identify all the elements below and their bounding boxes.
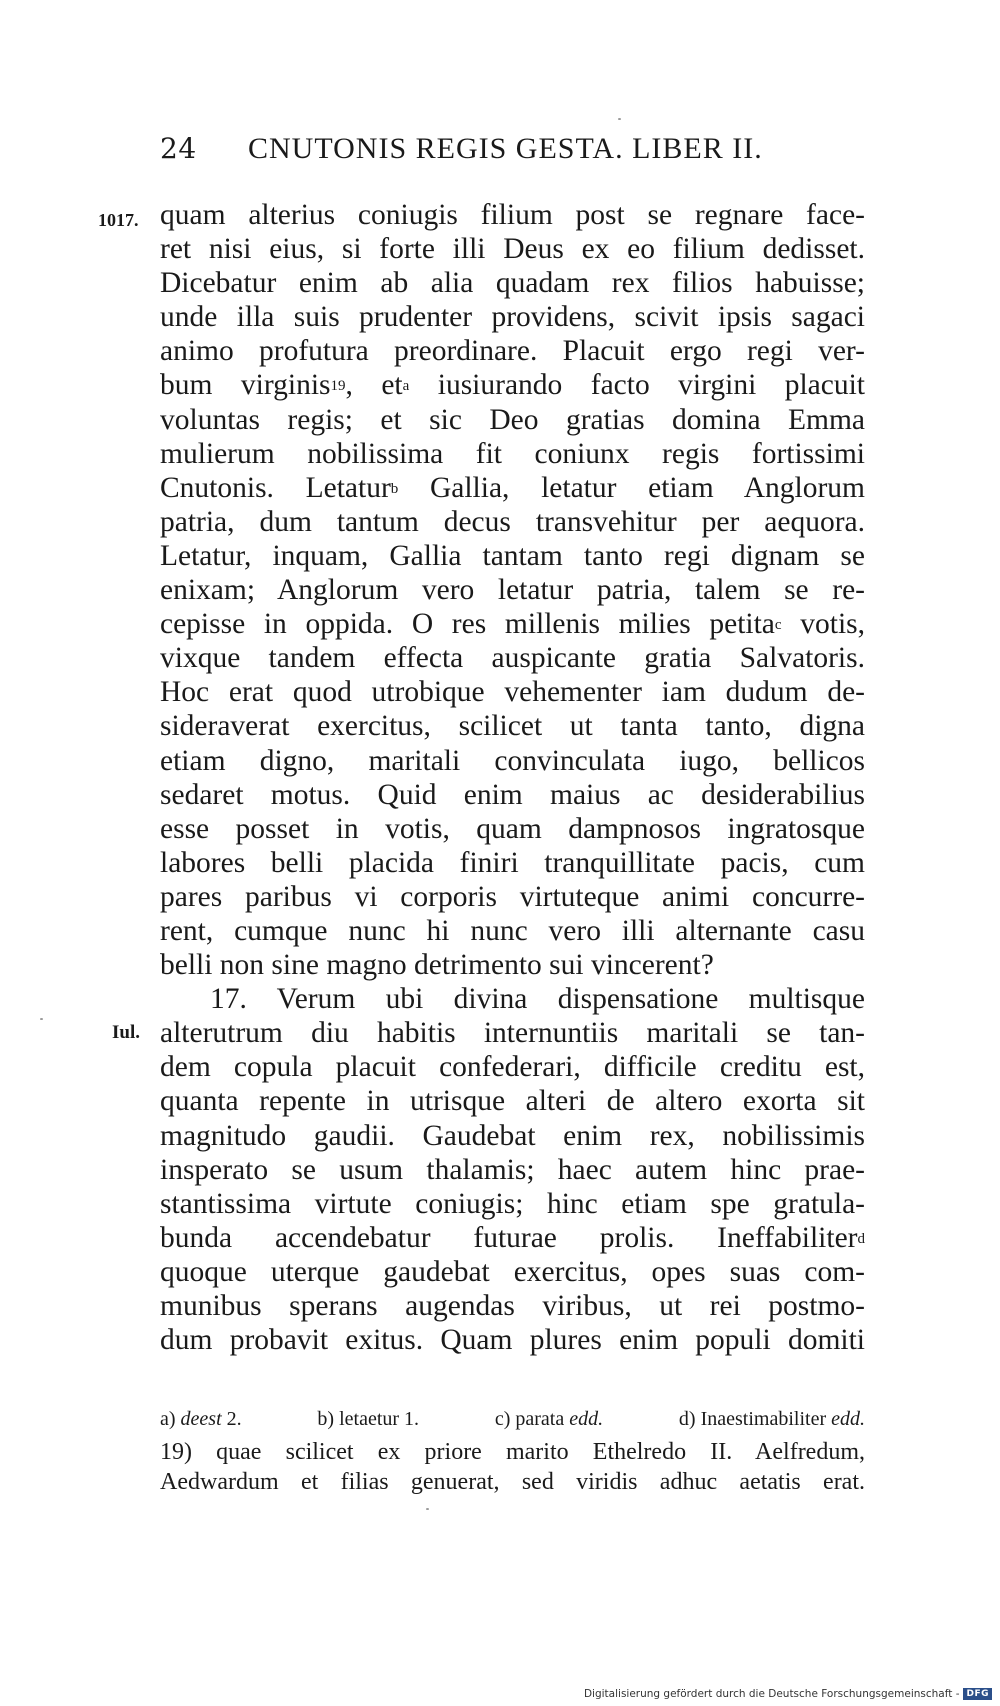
text-line: alterutrum diu habitis internuntiis maritali se tan- (160, 1017, 865, 1050)
text-fragment: bunda accendebatur futurae prolis. Ineffabiliter (160, 1221, 858, 1254)
text-line (160, 1221, 865, 1255)
page-number: 24 (160, 132, 197, 165)
text-line: insperato se usum thalamis; haec autem hinc prae- (160, 1153, 865, 1186)
scan-speck (426, 1508, 429, 1510)
text-line: sideraverat exercitus, scilicet ut tanta tanto, digna (160, 710, 865, 743)
text-line: esse posset in votis, quam dampnosos ingratosque (160, 812, 865, 845)
text-line: etiam digno, maritali convinculata iugo, bellicos (160, 744, 865, 777)
credit-text: Digitalisierung gefördert durch die Deutsche Forschungsgemeinschaft - (583, 1688, 960, 1700)
note-line: 19) quae scilicet ex priore marito Ethelredo II. Aelfredum, (160, 1439, 865, 1465)
textual-notes (160, 1408, 865, 1431)
text-line: animo profutura preordinare. Placuit ergo regi ver- (160, 335, 865, 368)
text-line: Letatur, inquam, Gallia tantam tanto regi dignam se (160, 539, 865, 572)
margin-month: Iul. (112, 1022, 140, 1043)
text-fragment: bum virginis (160, 369, 331, 402)
textual-note-a: a) deest 2. (160, 1408, 242, 1430)
footnote-ref: d (857, 1230, 865, 1247)
text-line: quam alterius coniugis filium post se regnare face- (160, 199, 865, 231)
text-line: belli non sine magno detrimento sui vincerent? (160, 949, 714, 982)
text-line: Hoc erat quod utrobique vehementer iam dudum de- (160, 676, 865, 709)
footnote-ref: a (402, 378, 410, 395)
text-line: rent, cumque nunc hi nunc vero illi alternante casu (160, 914, 865, 947)
text-line: munibus sperans augendas viribus, ut rei postmo- (160, 1290, 865, 1322)
digitization-credit (584, 1688, 992, 1700)
text-line: voluntas regis; et sic Deo gratias domina Emma (160, 403, 865, 436)
running-head: CNUTONIS REGIS GESTA. LIBER II. (248, 132, 763, 165)
text-line: vixque tandem effecta auspicante gratia Salvatoris. (160, 642, 865, 675)
page-header (160, 132, 850, 166)
note-line: Aedwardum et filias genuerat, sed viridis adhuc aetatis erat. (160, 1469, 865, 1495)
text-line: pares paribus vi corporis virtuteque animi concurre- (160, 880, 865, 913)
text-fragment: cepisse in oppida. O res millenis milies petita (160, 608, 775, 641)
scan-speck (618, 118, 621, 120)
text-fragment: votis, (781, 608, 865, 641)
text-line: quoque uterque gaudebat exercitus, opes suas com- (160, 1255, 865, 1288)
text-line: magnitudo gaudii. Gaudebat enim rex, nobilissimis (160, 1119, 865, 1152)
text-line: stantissima virtute coniugis; hinc etiam spe gratula- (160, 1187, 865, 1220)
scan-speck (40, 1018, 43, 1020)
text-fragment: iusiurando facto virgini placuit (409, 369, 866, 402)
text-line: enixam; Anglorum vero letatur patria, talem se re- (160, 574, 865, 607)
text-line (160, 471, 865, 505)
footnote-ref: c (774, 617, 782, 634)
margin-year: 1017. (98, 210, 139, 230)
text-fragment: Gallia, letatur etiam Anglorum (398, 471, 865, 504)
text-line: quanta repente in utrisque alteri de altero exorta sit (160, 1085, 865, 1118)
explanatory-note (160, 1437, 865, 1497)
text-line: dem copula placuit confederari, difficile creditu est, (160, 1051, 865, 1084)
textual-note-b: b) letaetur 1. (317, 1408, 420, 1430)
text-line (160, 607, 865, 641)
text-line: Dicebatur enim ab alia quadam rex filios habuisse; (160, 267, 865, 300)
text-line: unde illa suis prudenter providens, scivit ipsis sagaci (160, 301, 865, 334)
text-line (160, 368, 865, 402)
text-line: labores belli placida finiri tranquillitate pacis, cum (160, 846, 865, 879)
text-fragment: , et (345, 369, 403, 402)
text-line: sedaret motus. Quid enim maius ac desiderabilius (160, 778, 865, 811)
text-line: ret nisi eius, si forte illi Deus ex eo filium dedisset. (160, 233, 865, 266)
text-fragment: Cnutonis. Letatur (160, 471, 391, 504)
footnote-ref: b (390, 480, 399, 497)
main-text (160, 198, 865, 1357)
text-line: mulierum nobilissima fit coniunx regis fortissimi (160, 437, 865, 470)
dfg-logo: DFG (963, 1688, 992, 1700)
footnote-ref: 19 (330, 378, 346, 395)
textual-note-c: c) parata edd. (494, 1408, 604, 1430)
footnotes (160, 1408, 865, 1497)
text-line: 17. Verum ubi divina dispensatione multisque (210, 983, 865, 1016)
text-line: patria, dum tantum decus transvehitur per aequora. (160, 505, 865, 538)
textual-note-d: d) Inaestimabiliter edd. (678, 1408, 865, 1430)
text-line: dum probavit exitus. Quam plures enim populi domiti (160, 1324, 865, 1357)
